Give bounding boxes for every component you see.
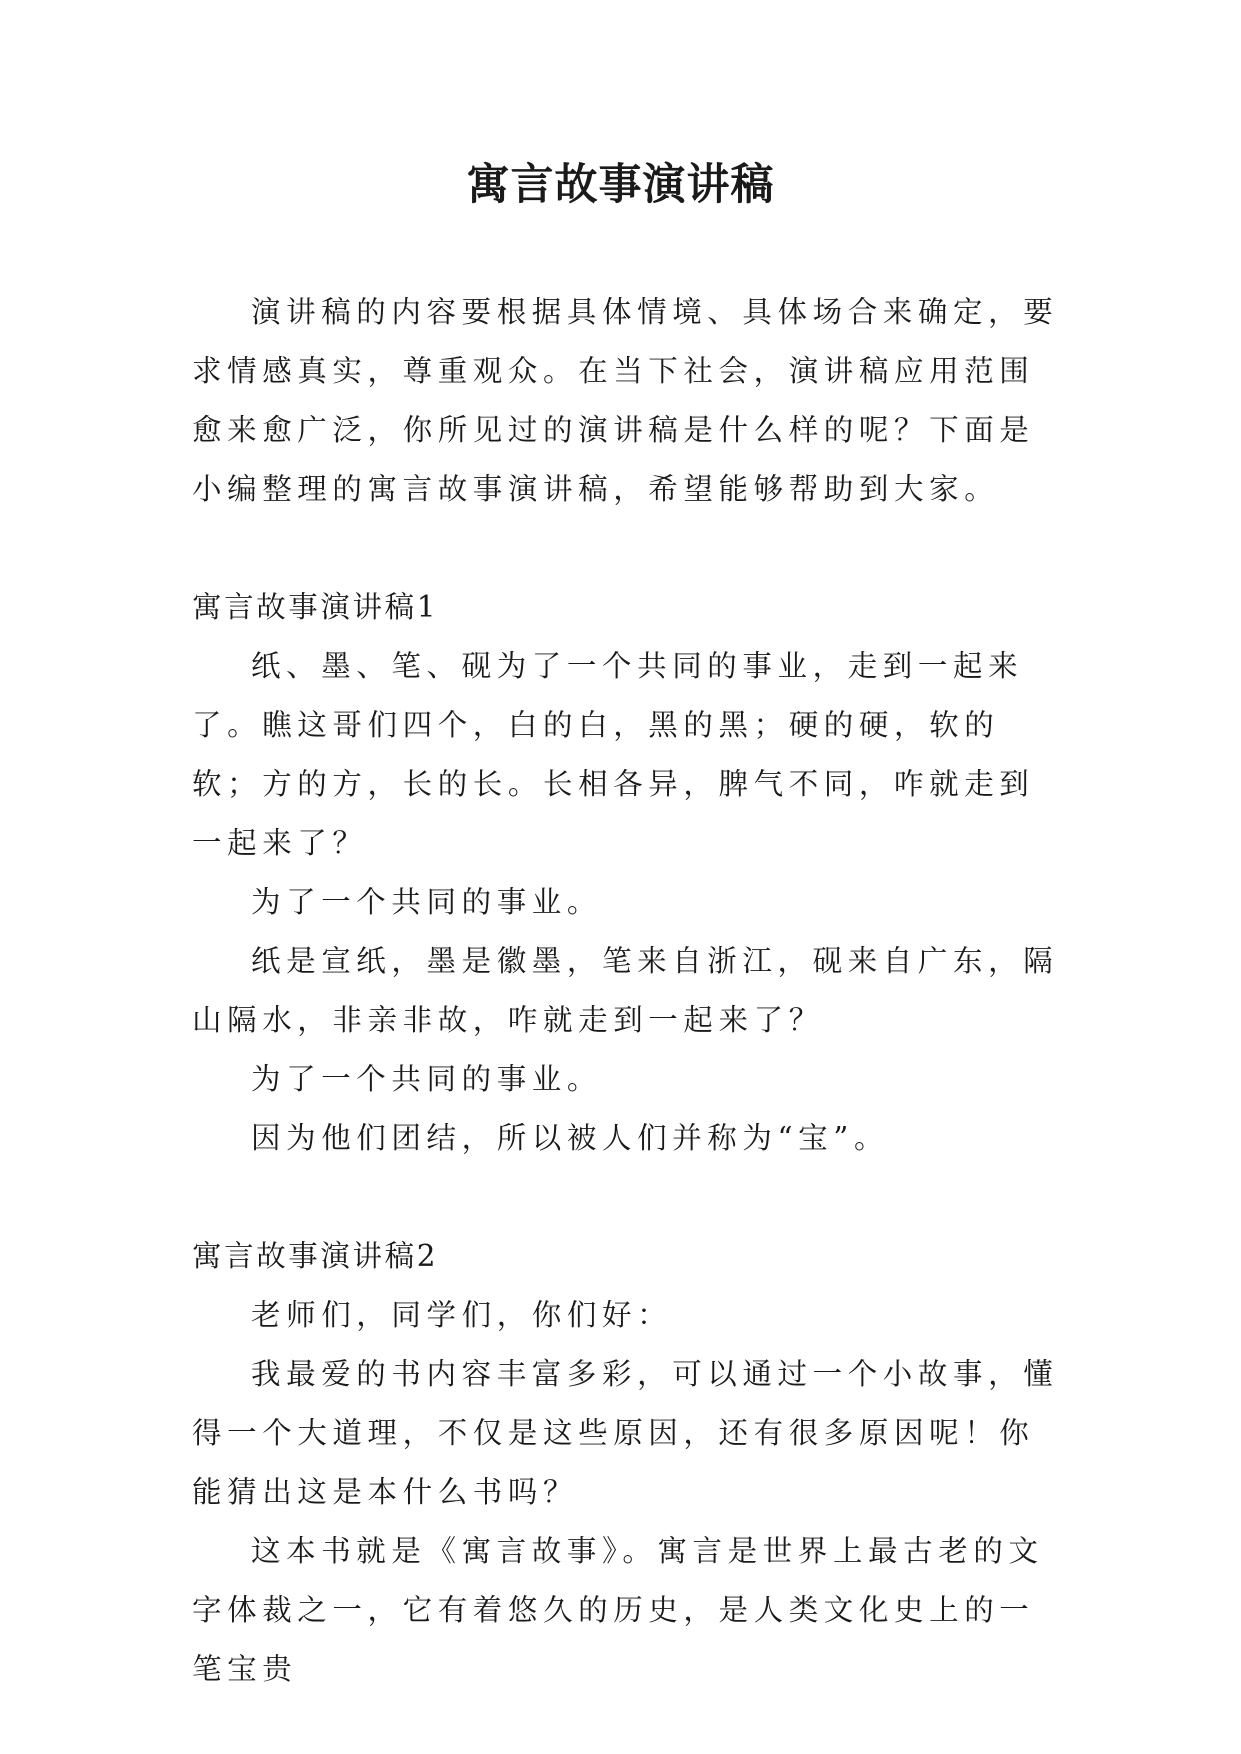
section-heading: 寓言故事演讲稿1 — [192, 590, 439, 624]
body-paragraph: 为了一个共同的事业。 — [251, 885, 603, 919]
body-paragraph: 为了一个共同的事业。 — [251, 1062, 603, 1096]
intro-paragraph: 演讲稿的内容要根据具体情境、具体场合来确定，要求情感真实，尊重观众。在当下社会，演讲稿应用范围愈来愈广泛，你所见过的演讲稿是什么样的呢？下面是小编整理的寓言故事演讲稿，希望能够帮助到大家。 — [192, 295, 1059, 506]
body-paragraph: 纸、墨、笔、砚为了一个共同的事业，走到一起来了。瞧这哥们四个，白的白，黑的黑；硬的硬，软的软；方的方，长的长。长相各异，脾气不同，咋就走到一起来了？ — [192, 649, 1035, 860]
body-paragraph: 老师们，同学们，你们好： — [251, 1298, 673, 1332]
document-body — [192, 283, 1062, 1699]
document-title: 寓言故事演讲稿 — [466, 160, 775, 210]
body-paragraph: 我最爱的书内容丰富多彩，可以通过一个小故事，懂得一个大道理，不仅是这些原因，还有很多原因呢！你能猜出这是本什么书吗？ — [192, 1357, 1059, 1509]
body-paragraph: 这本书就是《寓言故事》。寓言是世界上最古老的文字体裁之一，它有着悠久的历史，是人类文化史上的一笔宝贵 — [192, 1534, 1044, 1686]
section-heading: 寓言故事演讲稿2 — [192, 1239, 439, 1273]
body-paragraph: 纸是宣纸，墨是徽墨，笔来自浙江，砚来自广东，隔山隔水，非亲非故，咋就走到一起来了？ — [192, 944, 1059, 1037]
body-paragraph: 因为他们团结，所以被人们并称为“宝”。 — [251, 1121, 890, 1155]
